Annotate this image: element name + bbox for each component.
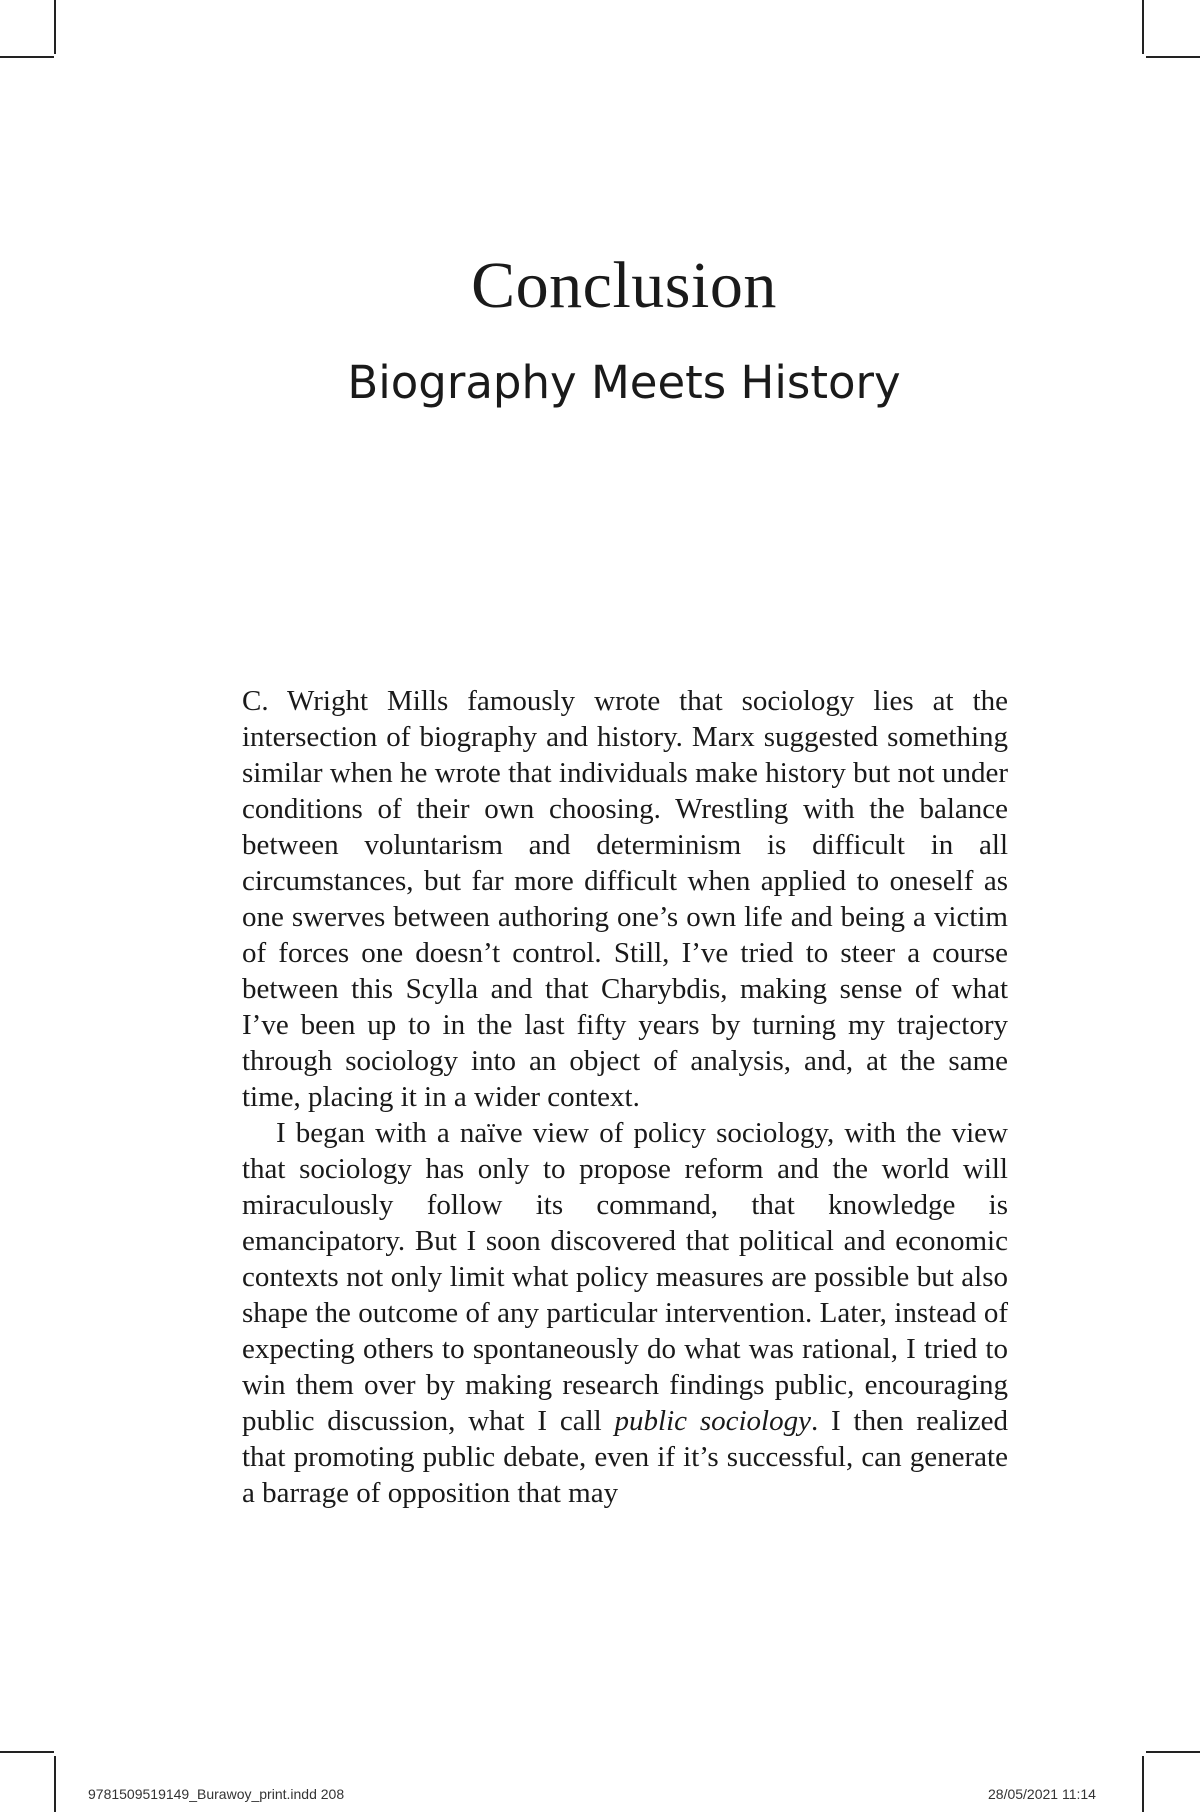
crop-mark-top-left-vertical [54,0,56,54]
crop-mark-bottom-left-horizontal [0,1751,54,1753]
chapter-subtitle: Biography Meets History [347,356,901,409]
paragraph-2-text-start: I began with a naïve view of policy sociology, with the view that sociology has only to propose reform and the world will miraculously follow its command, that knowledge is emancipatory. But I soon discovered that political and economic contexts not only limit what policy measures are possible but also shape the outcome of any particular intervention. Later, instead of expecting others to spontaneously do what was rational, I tried to win them over by making research findings public, encouraging public discussion, what I call [242,1117,1008,1437]
print-slug-file: 9781509519149_Burawoy_print.indd 208 [88,1786,345,1802]
paragraph-2-text-end: . I then realized that promoting public debate, even if it’s successful, can generate a barrage of opposition that may [242,1405,1009,1509]
paragraph-2-emphasis: public sociology [614,1405,811,1437]
print-slug-timestamp: 28/05/2021 11:14 [988,1786,1096,1802]
chapter-title: Conclusion [471,249,777,322]
paragraph-1: C. Wright Mills famously wrote that sociology lies at the intersection of biography and history. Marx suggested something similar when he wrote that individuals make history but not under conditions of their own choosing. Wrestling with the balance between voluntarism and determinism is difficult in all circumstances, but far more difficult when applied to oneself as one swerves between authoring one’s own life and being a victim of forces one doesn’t control. Still, I’ve tried to steer a course between this Scylla and that Charybdis, making sense of what I’ve been up to in the last fifty years by turning my trajectory through sociology into an object of analysis, and, at the same time, placing it in a wider context. [242,685,1008,1113]
paragraph-2 [242,1115,1008,1511]
crop-mark-top-right-vertical [1142,0,1144,54]
crop-mark-bottom-right-horizontal [1146,1751,1200,1753]
crop-mark-bottom-right-vertical [1142,1756,1144,1812]
body-text [242,683,1008,1511]
crop-mark-bottom-left-vertical [54,1756,56,1812]
crop-mark-top-right-horizontal [1146,56,1200,58]
crop-mark-top-left-horizontal [0,56,54,58]
